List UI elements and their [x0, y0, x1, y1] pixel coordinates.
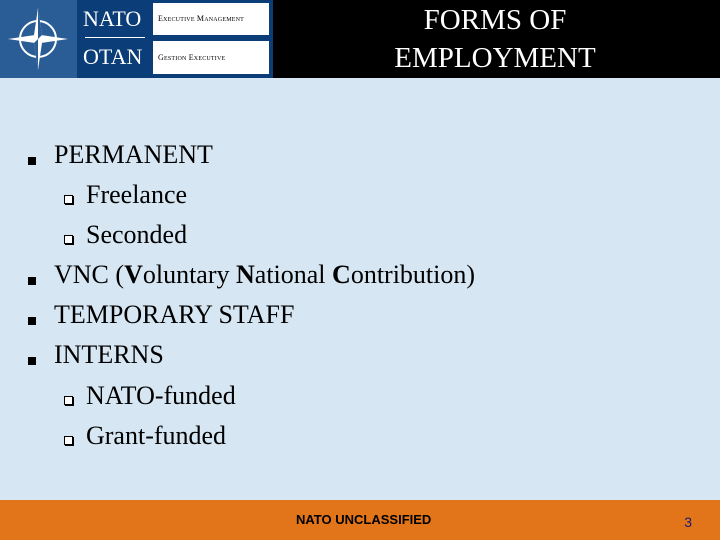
nato-emblem — [0, 0, 77, 78]
sub-bullet-icon — [64, 235, 73, 244]
compass-rose-icon — [0, 0, 77, 78]
list-item-permanent: PERMANENT — [54, 140, 213, 169]
sub-item-grant-funded: Grant-funded — [86, 421, 227, 450]
sub-item-freelance: Freelance — [86, 180, 188, 209]
vnc-initial-v: V — [124, 260, 143, 289]
vnc-initial-n: N — [236, 260, 255, 289]
logo-nato-text: NATO — [83, 6, 142, 31]
classification-label: NATO UNCLASSIFIED — [296, 512, 432, 527]
vnc-part: ontribution) — [350, 260, 476, 289]
logo-divider — [85, 37, 145, 38]
sub-item-seconded: Seconded — [86, 220, 188, 249]
vnc-part: VNC ( — [54, 260, 125, 289]
sub-bullet-icon — [64, 195, 73, 204]
list-item-temporary-staff: TEMPORARY STAFF — [54, 300, 295, 329]
logo-unit-fr-text: Gestion Executive — [158, 53, 226, 62]
list-item-vnc — [54, 260, 475, 290]
slide-title-line1: FORMS OF — [423, 4, 567, 36]
bullet-icon — [28, 277, 36, 285]
vnc-part: oluntary — [142, 260, 236, 289]
sub-item-nato-funded: NATO-funded — [86, 381, 236, 410]
vnc-part: ational — [254, 260, 333, 289]
logo-unit-fr-panel — [153, 41, 269, 74]
page-number: 3 — [684, 514, 692, 530]
slide-title-line2: EMPLOYMENT — [394, 42, 596, 74]
bullet-icon — [28, 157, 36, 165]
slide-title — [330, 0, 660, 78]
bullet-icon — [28, 317, 36, 325]
logo-unit-en-text: Executive Management — [158, 14, 244, 23]
sub-bullet-icon — [64, 396, 73, 405]
bullet-icon — [28, 357, 36, 365]
header-bar — [0, 0, 720, 78]
sub-bullet-icon — [64, 436, 73, 445]
nato-otan-logo — [77, 0, 273, 78]
logo-otan-text: OTAN — [83, 44, 143, 69]
vnc-initial-c: C — [332, 260, 351, 289]
footer-bar — [0, 500, 720, 540]
list-item-interns: INTERNS — [54, 340, 164, 369]
logo-unit-en-panel — [153, 3, 269, 35]
